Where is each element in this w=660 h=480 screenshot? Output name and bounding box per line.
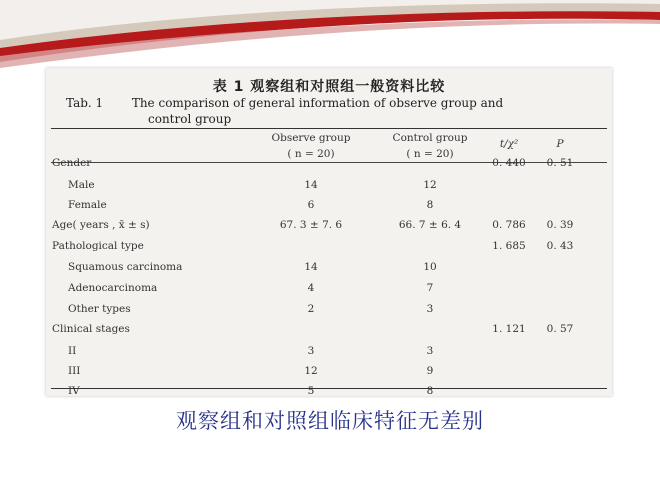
- cell-control: 8: [426, 385, 434, 397]
- row-label: II: [68, 345, 77, 357]
- cell-observe: 14: [304, 261, 318, 273]
- cell-observe: 5: [307, 385, 315, 397]
- cell-p-value: 0. 43: [546, 240, 574, 252]
- header-control-group: [383, 130, 477, 162]
- cell-observe: 2: [307, 303, 315, 315]
- cell-control: 7: [426, 282, 434, 294]
- cell-statistic: 0. 786: [492, 219, 526, 231]
- cell-control: 8: [426, 199, 434, 211]
- row-label: Pathological type: [52, 240, 144, 252]
- row-label: Female: [68, 199, 107, 211]
- row-label: Other types: [68, 303, 131, 315]
- table-image: [46, 68, 612, 396]
- cell-control: 3: [426, 345, 434, 357]
- row-label: Adenocarcinoma: [68, 282, 158, 294]
- cell-observe: 12: [304, 365, 318, 377]
- table-top-rule: [51, 128, 607, 129]
- table-bottom-rule: [51, 388, 607, 389]
- table-number: Tab. 1: [66, 96, 104, 110]
- header-p-value: P: [556, 138, 564, 150]
- header-observe-group: [264, 130, 358, 162]
- cell-control: 3: [426, 303, 434, 315]
- cell-statistic: 1. 121: [492, 323, 526, 335]
- cell-statistic: 1. 685: [492, 240, 526, 252]
- header-observe-n: ( n = 20): [287, 148, 335, 160]
- cell-observe: 4: [307, 282, 315, 294]
- cell-p-value: 0. 51: [546, 157, 574, 169]
- table-title-english: [66, 95, 606, 127]
- cell-observe: 14: [304, 179, 318, 191]
- cell-observe: 67. 3 ± 7. 6: [279, 219, 343, 231]
- cell-observe: 6: [307, 199, 315, 211]
- header-statistic: t/χ²: [499, 138, 519, 150]
- cell-statistic: 0. 440: [492, 157, 526, 169]
- cell-control: 9: [426, 365, 434, 377]
- row-label: IV: [68, 385, 80, 397]
- row-label: Gender: [52, 157, 92, 169]
- header-control-label: Control group: [392, 132, 468, 144]
- row-label: Male: [68, 179, 95, 191]
- table-title-en-line1: The comparison of general information of observe group and: [131, 96, 504, 110]
- row-label: Age( years , x̄ ± s): [52, 219, 150, 231]
- table-title-chinese: 表 1 观察组和对照组一般资料比较: [212, 79, 446, 95]
- cell-control: 66. 7 ± 6. 4: [398, 219, 462, 231]
- header-control-n: ( n = 20): [406, 148, 454, 160]
- cell-control: 12: [423, 179, 437, 191]
- cell-observe: 3: [307, 345, 315, 357]
- header-observe-label: Observe group: [271, 132, 351, 144]
- cell-p-value: 0. 39: [546, 219, 574, 231]
- row-label: Clinical stages: [52, 323, 130, 335]
- row-label: III: [68, 365, 81, 377]
- table-title-en-line2: control group: [148, 112, 232, 126]
- slide-caption: 观察组和对照组临床特征无差别: [176, 409, 484, 433]
- cell-p-value: 0. 57: [546, 323, 574, 335]
- cell-control: 10: [423, 261, 437, 273]
- row-label: Squamous carcinoma: [68, 261, 183, 273]
